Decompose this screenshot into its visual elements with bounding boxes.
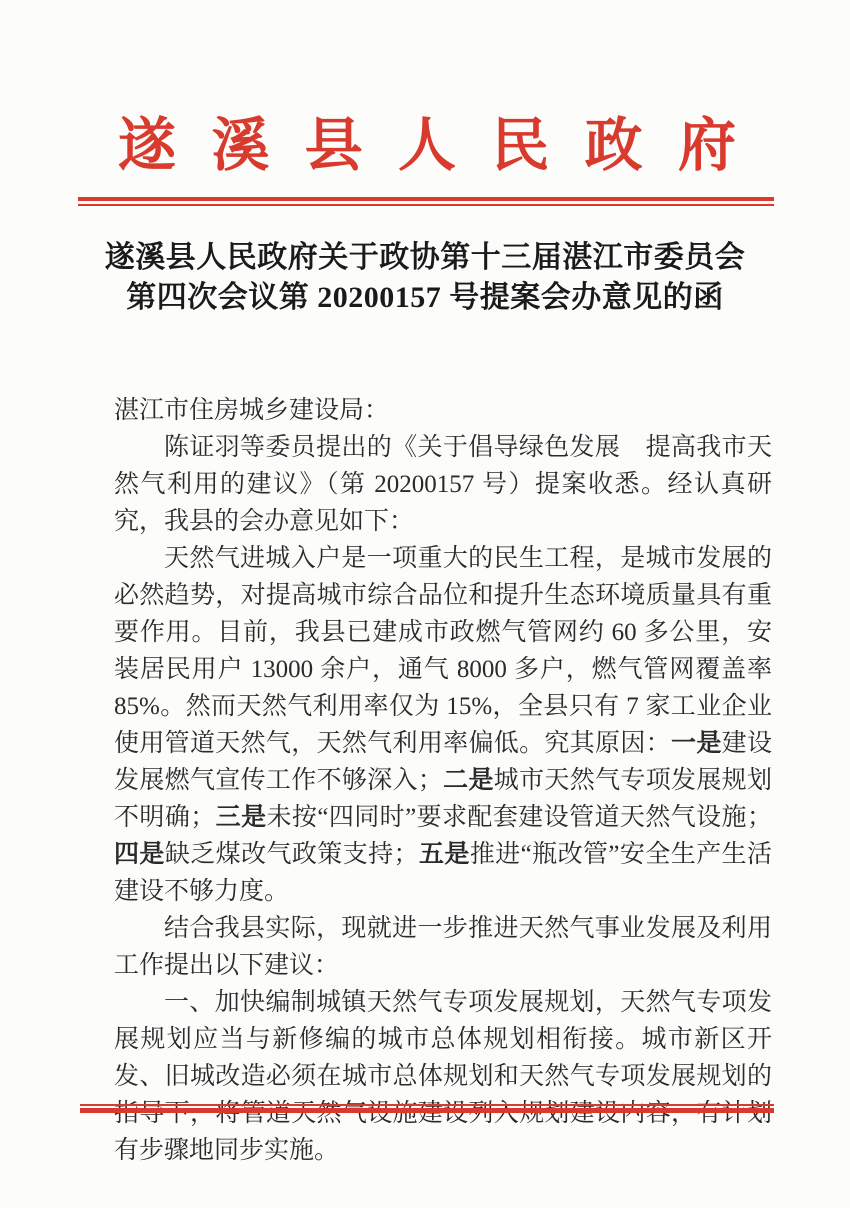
emphasis-text: 二是: [442, 767, 494, 794]
emphasis-text: 三是: [215, 804, 267, 831]
emphasis-text: 一是: [671, 730, 722, 757]
emphasis-text: 五是: [418, 841, 470, 868]
text-segment: 建设发展燃气宣传工作不够深入；: [114, 730, 772, 794]
body-paragraphs: [114, 429, 772, 1169]
agency-name: 遂溪县人民政府: [118, 113, 736, 178]
body-paragraph: [114, 429, 772, 540]
body-paragraph: [114, 910, 772, 984]
text-segment: 天然气进城入户是一项重大的民生工程，是城市发展的必然趋势，对提高城市综合品位和提升生态环境质量具有重要作用。目前，我县已建成市政燃气管网约 60 多公里，安装居民用户 13000 余户，通气 8000 多户，燃气管网覆盖率 85%。然而天然气利用率仅为 15%，全县只有 7 家工业企业使用管道天然气，天然气利用率偏低。究其原因：: [114, 545, 772, 757]
text-segment: 一、加快编制城镇天然气专项发展规划，天然气专项发展规划应当与新修编的城市总体规划相衔接。城市新区开发、旧城改造必须在城市总体规划和天然气专项发展规划的指导下，将管道天然气设施建设列入规划建设内容，有计划有步骤地同步实施。: [114, 989, 772, 1164]
title-line-1: 遂溪县人民政府关于政协第十三届湛江市委员会: [104, 241, 746, 274]
footer-rule: [80, 1104, 774, 1113]
text-segment: 推进“瓶改管”安全生产生活建设不够力度。: [114, 841, 772, 905]
letterhead-divider-rule: [78, 197, 774, 206]
text-segment: 缺乏煤改气政策支持；: [164, 841, 419, 868]
document-title: [0, 238, 850, 318]
title-line-2: 第四次会议第 20200157 号提案会办意见的函: [126, 281, 724, 314]
document-body: [114, 392, 772, 1169]
text-segment: 结合我县实际，现就进一步推进天然气事业发展及利用工作提出以下建议：: [114, 915, 772, 979]
text-segment: 未按“四同时”要求配套建设管道天然气设施；: [266, 804, 772, 831]
text-segment: 陈证羽等委员提出的《关于倡导绿色发展 提高我市天然气利用的建议》（第 20200157 号）提案收悉。经认真研究，我县的会办意见如下：: [114, 434, 772, 535]
recipient-line: 湛江市住房城乡建设局：: [114, 397, 390, 424]
body-paragraph: [114, 540, 772, 910]
body-paragraph: [114, 984, 772, 1169]
text-segment: 城市天然气专项发展规划不明确；: [114, 767, 772, 831]
emphasis-text: 四是: [114, 841, 165, 868]
